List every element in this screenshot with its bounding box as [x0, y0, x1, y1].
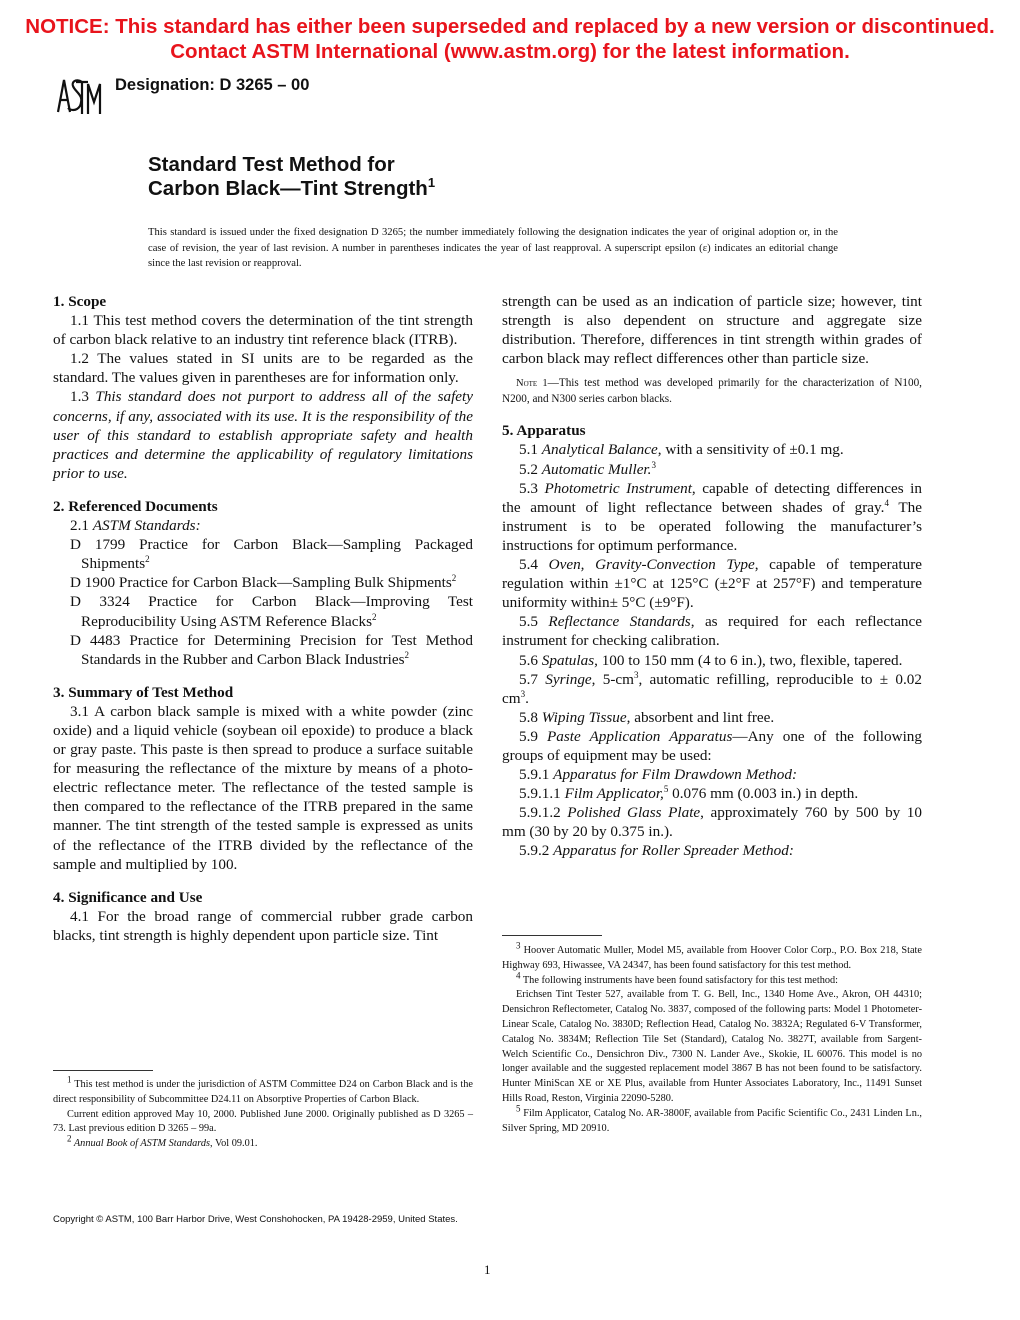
para-5-9-2 — [502, 841, 922, 860]
item-text: , 5-cm — [591, 670, 634, 688]
para-num: 5.9.1.1 — [519, 785, 565, 803]
item-name: Oven, Gravity-Convection Type — [548, 556, 755, 574]
footnote-marker: 2 — [67, 1133, 72, 1144]
section-heading-referenced-documents: 2. Referenced Documents — [53, 497, 218, 515]
ref-item — [53, 592, 473, 630]
para-5-9 — [502, 727, 922, 765]
footnote-marker: 3 — [516, 940, 521, 951]
copyright-line: Copyright © ASTM, 100 Barr Harbor Drive, West Conshohocken, PA 19428-2959, United States. — [53, 1214, 458, 1225]
left-column — [53, 292, 473, 945]
footnote-ref: 2 — [451, 573, 457, 584]
astm-logo-icon — [54, 76, 104, 116]
para-num: 5.4 — [519, 556, 549, 574]
ref-item — [53, 573, 473, 592]
footnote-4 — [502, 970, 922, 989]
sub-heading: ASTM Standards: — [92, 517, 201, 535]
note-1 — [502, 376, 922, 407]
para-3-1: 3.1 A carbon black sample is mixed with a white powder (zinc oxide) and a liquid vehicle (soybean oil epoxide) to produce a black or gray paste. This paste is then spread to produce a surface suitable for measuring the reflectance of the mixture by means of a photo-electric reflectance meter. The reflectance of the tested sample is then compared to the reflectance of the ITRB prepared in the same manner. The tint strength of the tested sample is expressed as units of the reflectance of the ITRB divided by the reflectance of the sample and multiplied by 100. — [53, 702, 473, 873]
para-num: 5.9.1.2 — [519, 804, 568, 822]
para-num: 5.9 — [519, 727, 547, 745]
item-text: , with a sensitivity of ±0.1 mg. — [657, 441, 844, 459]
item-text: , approximately 760 by 500 by 10 mm (30 by 20 by 0.375 in.). — [502, 804, 922, 841]
section-heading-apparatus: 5. Apparatus — [502, 422, 586, 440]
designation: Designation: D 3265 – 00 — [115, 76, 310, 94]
footnote-text: , Vol 09.01. — [210, 1138, 258, 1150]
title-main: Carbon Black—Tint Strength — [148, 177, 428, 200]
item-text: . — [525, 689, 529, 707]
footnote-text: Hoover Automatic Muller, Model M5, available from Hoover Color Corp., P.O. Box 218, State Highway 693, Hiwassee, VA 24347, has been found satisfactory for this test method. — [502, 945, 922, 971]
para-5-4 — [502, 555, 922, 612]
superscript: 3 — [520, 688, 526, 699]
footnote-ref: 2 — [372, 611, 377, 622]
footnote-text: The following instruments have been found satisfactory for this test method: — [520, 974, 839, 986]
para-num: 5.9.1 — [519, 766, 554, 784]
ref-text: D 1900 Practice for Carbon Black—Sampling Bulk Shipments — [70, 574, 452, 592]
title-footnote-ref: 1 — [427, 175, 436, 191]
para-1-1: 1.1 This test method covers the determination of the tint strength of carbon black relative to an industry tint reference black (ITRB). — [53, 312, 473, 349]
para-2-1 — [53, 516, 473, 535]
para-5-9-1-2 — [502, 803, 922, 841]
para-num: 5.6 — [519, 651, 542, 669]
para-4-1: 4.1 For the broad range of commercial rubber grade carbon blacks, tint strength is highly dependent upon particle size. Tint — [53, 907, 473, 944]
para-num: 5.8 — [519, 708, 542, 726]
footnote-divider — [53, 1070, 153, 1071]
para-num: 5.5 — [519, 613, 549, 631]
item-text: , absorbent and lint free. — [626, 708, 775, 726]
supersession-notice — [0, 14, 1020, 64]
issue-statement: This standard is issued under the fixed designation D 3265; the number immediately following the designation indicates the year of original adoption or, in the case of revision, the year of last revision. A number in parentheses indicates the year of last reapproval. A superscript epsilon (ε) indicates an editorial change since the last revision or reapproval. — [148, 227, 838, 269]
section-heading-summary: 3. Summary of Test Method — [53, 683, 234, 701]
footnotes-left — [53, 1074, 473, 1152]
footnote-2 — [53, 1133, 473, 1152]
footnote-4-list: Erichsen Tint Tester 527, available from T. G. Bell, Inc., 1340 Home Ave., Akron, OH 44310; Densichron Reflectometer, Catalog No. 3837, composed of the following parts: Model 1 Photometer-Linear Scale, Catalog No. 3830D; Reflection Head, Catalog No. 3832A; Regulated 6-V Transformer, Catalog No. 3834M; Reflection Tile Set (Standard), Catalog No. 3827T, available from Sargent-Welch Scientific Co., Densichron Div., 7300 N. Lander Ave., Skokie, IL 60076. This model is no longer available and the suggested replacement model 3867 B has not been found to be satisfactory. Hunter MiniScan XE or XE Plus, available from Hunter Associates Laboratory, Inc., 11491 Sunset Hills Road, Reston, Virginia 22090-5280. — [502, 989, 922, 1104]
footnote-1-edition: Current edition approved May 10, 2000. Published June 2000. Originally published as D 3265 – 73. Last previous edition D 3265 – 99a. — [53, 1108, 473, 1135]
para-5-8 — [502, 708, 922, 727]
item-name: Automatic Muller. — [541, 460, 652, 478]
footnote-text: Film Applicator, Catalog No. AR-3800F, available from Pacific Scientific Co., 2431 Linden Ln., Silver Spring, MD 20910. — [502, 1107, 922, 1134]
para-num: 5.2 — [519, 460, 542, 478]
para-1-3 — [53, 387, 473, 482]
ref-text: D 4483 Practice for Determining Precision for Test Method Standards in the Rubber and Carbon Black Industries — [70, 631, 473, 668]
footnote-ref: 3 — [651, 459, 656, 470]
para-4-1-continued: strength can be used as an indication of particle size; however, tint strength is also dependent on structure and aggregate size distribution. Therefore, differences in tint strength within grades of carbon black may reflect differences other than particle size. — [502, 293, 922, 368]
ref-item — [53, 631, 473, 669]
item-name: Paste Application Apparatus — [547, 727, 733, 745]
ref-text: D 3324 Practice for Carbon Black—Improving Test Reproducibility Using ASTM Reference Blacks — [70, 593, 473, 630]
para-num: 5.3 — [519, 479, 545, 497]
item-name: Spatulas — [541, 651, 595, 669]
item-text: , capable of temperature regulation within ±1°C at 125°C (±2°F at 257°F) and temperature uniformity within± 5°C (±9°F). — [502, 556, 922, 612]
item-text: , as required for each reflectance instrument for checking calibration. — [502, 613, 923, 650]
para-5-5 — [502, 612, 922, 650]
title-line-2 — [148, 177, 435, 201]
ref-text: D 1799 Practice for Carbon Black—Sampling Packaged Shipments — [70, 536, 473, 573]
para-5-1 — [502, 440, 922, 459]
section-heading-scope: 1. Scope — [53, 293, 107, 310]
footnote-divider — [502, 935, 602, 936]
notice-line-2: Contact ASTM International (www.astm.org) for the latest information. — [170, 40, 850, 63]
footnote-5 — [502, 1103, 922, 1137]
superscript: 3 — [633, 669, 639, 680]
para-1-2: 1.2 The values stated in SI units are to be regarded as the standard. The values given in parentheses are for information only. — [53, 350, 473, 387]
footnote-ref: 5 — [663, 784, 669, 795]
item-name: Apparatus for Film Drawdown Method: — [553, 766, 798, 784]
footnote-ref: 2 — [404, 649, 410, 660]
footnotes-right — [502, 940, 922, 1136]
footnote-marker: 1 — [67, 1074, 72, 1085]
item-text: —Any one of the following groups of equipment may be used: — [502, 727, 922, 764]
note-text: —This test method was developed primarily for the characterization of N100, N200, and N300 series carbon blacks. — [502, 377, 922, 405]
footnote-3 — [502, 940, 922, 974]
item-name: Analytical Balance — [541, 441, 658, 459]
item-text: 0.076 mm (0.003 in.) in depth. — [668, 785, 859, 803]
item-text: The instrument is to be operated following the manufacturer’s instructions for optimum performance. — [502, 498, 922, 554]
para-5-9-1 — [502, 765, 922, 784]
item-text: , capable of detecting differences in the amount of light reflectance between shades of gray. — [502, 479, 922, 516]
item-name: Syringe — [545, 670, 592, 688]
section-heading-significance: 4. Significance and Use — [53, 888, 203, 906]
footnote-title: Annual Book of ASTM Standards — [71, 1138, 211, 1150]
title-line-1: Standard Test Method for — [148, 153, 395, 176]
item-name: Film Applicator, — [564, 785, 664, 803]
para-num: 1.3 — [70, 388, 96, 406]
item-text: , automatic refilling, reproducible to ± 0.02 cm — [502, 670, 922, 707]
item-text: , 100 to 150 mm (4 to 6 in.), two, flexible, tapered. — [594, 651, 903, 669]
footnote-1 — [53, 1074, 473, 1108]
footnote-marker: 4 — [516, 970, 521, 981]
para-num: 2.1 — [70, 517, 93, 535]
page-number: 1 — [484, 1262, 491, 1277]
para-num: 5.1 — [519, 441, 542, 459]
item-name: Apparatus for Roller Spreader Method: — [553, 842, 794, 860]
para-5-7 — [502, 670, 922, 708]
note-label: Note 1 — [516, 378, 548, 390]
document-title — [148, 153, 435, 201]
safety-statement: This standard does not purport to address all of the safety concerns, if any, associated with its use. It is the responsibility of the user of this standard to establish appropriate safety and health practices and determine the applicability of regulatory limitations prior to use. — [53, 388, 474, 482]
item-name: Polished Glass Plate — [567, 804, 701, 822]
item-name: Reflectance Standards — [548, 613, 691, 631]
para-5-6 — [502, 651, 922, 670]
item-name: Wiping Tissue — [541, 708, 627, 726]
footnote-ref: 2 — [145, 554, 150, 565]
para-5-2 — [502, 460, 922, 479]
footnote-marker: 5 — [516, 1103, 521, 1114]
ref-item — [53, 535, 473, 573]
item-name: Photometric Instrument — [544, 479, 692, 497]
para-5-3 — [502, 479, 922, 555]
notice-line-1: NOTICE: This standard has either been superseded and replaced by a new version or discontinued. — [25, 15, 995, 38]
footnote-text: This test method is under the jurisdiction of ASTM Committee D24 on Carbon Black and is the direct responsibility of Subcommittee D24.11 on Absorptive Properties of Carbon Black. — [53, 1079, 473, 1105]
para-num: 5.7 — [519, 670, 546, 688]
footnote-ref: 4 — [884, 497, 889, 508]
para-5-9-1-1 — [502, 784, 922, 803]
right-column — [502, 292, 922, 861]
para-num: 5.9.2 — [519, 842, 554, 860]
